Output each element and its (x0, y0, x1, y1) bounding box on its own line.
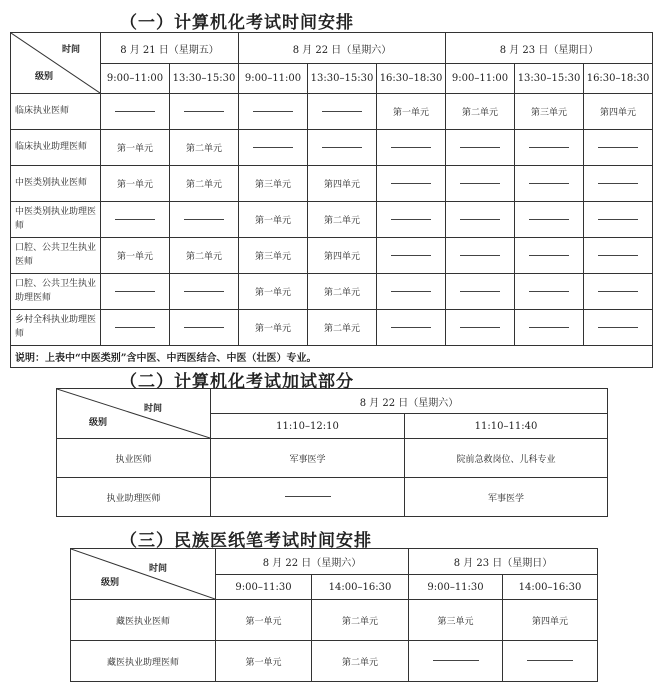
session-cell: 院前急救岗位、儿科专业 (405, 439, 608, 478)
empty-cell (239, 130, 308, 166)
empty-cell (515, 202, 584, 238)
dash-line (529, 183, 569, 184)
session-cell: 第二单元 (170, 166, 239, 202)
session-cell: 第一单元 (216, 641, 312, 682)
dash-line (598, 327, 638, 328)
dash-line (529, 291, 569, 292)
section2-time: 11:10–11:40 (405, 414, 608, 439)
empty-cell (377, 166, 446, 202)
section3-time: 14:00–16:30 (503, 575, 598, 600)
empty-cell (377, 274, 446, 310)
dash-line (598, 291, 638, 292)
empty-cell (377, 130, 446, 166)
dash-line (115, 327, 155, 328)
session-cell: 第三单元 (515, 94, 584, 130)
row-label: 藏医执业助理医师 (71, 641, 216, 682)
table-row (57, 439, 608, 478)
session-cell: 第二单元 (170, 130, 239, 166)
table-row (71, 641, 598, 682)
empty-cell (446, 166, 515, 202)
section3-time: 14:00–16:30 (312, 575, 409, 600)
dash-line (322, 147, 362, 148)
section1-date-2: 8 月 22 日（星期六） (239, 33, 446, 64)
section1-time: 16:30–18:30 (377, 64, 446, 94)
dash-line (115, 111, 155, 112)
table-row (11, 94, 653, 130)
dash-line (433, 660, 479, 661)
row-label: 执业医师 (57, 439, 211, 478)
dash-line (253, 111, 293, 112)
section2-date: 8 月 22 日（星期六） (211, 389, 608, 414)
dash-line (115, 291, 155, 292)
empty-cell (101, 202, 170, 238)
row-label: 乡村全科执业助理医师 (11, 310, 101, 346)
empty-cell (584, 310, 653, 346)
section1-times-row (11, 64, 653, 94)
dash-line (285, 496, 331, 497)
dash-line (391, 219, 431, 220)
dash-line (184, 327, 224, 328)
section3-time: 9:00–11:30 (216, 575, 312, 600)
section1-time: 13:30–15:30 (308, 64, 377, 94)
empty-cell (584, 274, 653, 310)
dash-line (391, 255, 431, 256)
table-row (11, 166, 653, 202)
empty-cell (515, 274, 584, 310)
section1-date-3: 8 月 23 日（星期日） (446, 33, 653, 64)
row-label: 口腔、公共卫生执业助理医师 (11, 274, 101, 310)
dash-line (391, 327, 431, 328)
empty-cell (446, 130, 515, 166)
dash-line (598, 255, 638, 256)
empty-cell (409, 641, 503, 682)
session-cell: 第一单元 (101, 238, 170, 274)
dash-line (460, 147, 500, 148)
dash-line (391, 183, 431, 184)
section1-time: 9:00–11:00 (239, 64, 308, 94)
dash-line (529, 327, 569, 328)
empty-cell (515, 166, 584, 202)
empty-cell (170, 202, 239, 238)
session-cell: 第二单元 (312, 641, 409, 682)
section1-time: 9:00–11:00 (446, 64, 515, 94)
section1-corner-level: 级别 (35, 72, 54, 82)
session-cell: 第二单元 (308, 202, 377, 238)
table-row (11, 130, 653, 166)
session-cell: 第二单元 (312, 600, 409, 641)
session-cell: 第二单元 (170, 238, 239, 274)
session-cell: 第一单元 (377, 94, 446, 130)
session-cell: 第三单元 (239, 238, 308, 274)
section3-corner-cell (71, 549, 216, 600)
session-cell: 第三单元 (409, 600, 503, 641)
section1-note: 说明：上表中“中医类别”含中医、中西医结合、中医（壮医）专业。 (11, 346, 653, 368)
dash-line (460, 219, 500, 220)
session-cell: 第二单元 (446, 94, 515, 130)
empty-cell (308, 130, 377, 166)
dash-line (527, 660, 573, 661)
dash-line (391, 147, 431, 148)
dash-line (391, 291, 431, 292)
dash-line (184, 291, 224, 292)
table-row (71, 600, 598, 641)
session-cell: 军事医学 (405, 478, 608, 517)
table-row (57, 478, 608, 517)
section1-table (10, 32, 653, 368)
empty-cell (446, 202, 515, 238)
section1-time: 13:30–15:30 (170, 64, 239, 94)
table-row (11, 238, 653, 274)
empty-cell (308, 94, 377, 130)
empty-cell (239, 94, 308, 130)
dash-line (460, 327, 500, 328)
dash-line (460, 291, 500, 292)
empty-cell (584, 166, 653, 202)
empty-cell (584, 130, 653, 166)
section2-time: 11:10–12:10 (211, 414, 405, 439)
section1-corner-cell (11, 33, 101, 94)
empty-cell (584, 238, 653, 274)
empty-cell (503, 641, 598, 682)
session-cell: 第二单元 (308, 310, 377, 346)
dash-line (529, 147, 569, 148)
section3-table (70, 548, 598, 682)
section2-title: （二）计算机化考试加试部分 (120, 372, 354, 392)
session-cell: 第一单元 (101, 166, 170, 202)
empty-cell (584, 202, 653, 238)
dash-line (184, 219, 224, 220)
dash-line (529, 219, 569, 220)
empty-cell (101, 310, 170, 346)
section2-table (56, 388, 608, 517)
section3-time: 9:00–11:30 (409, 575, 503, 600)
table-row (11, 202, 653, 238)
dash-line (529, 255, 569, 256)
dash-line (253, 147, 293, 148)
section3-corner-level: 级别 (101, 578, 120, 588)
session-cell: 第四单元 (308, 238, 377, 274)
session-cell: 第四单元 (584, 94, 653, 130)
dash-line (460, 255, 500, 256)
dash-line (460, 183, 500, 184)
row-label: 藏医执业医师 (71, 600, 216, 641)
table-row (11, 310, 653, 346)
dash-line (115, 219, 155, 220)
session-cell: 第一单元 (239, 310, 308, 346)
section1-time: 9:00–11:00 (101, 64, 170, 94)
section3-corner-time: 时间 (148, 564, 167, 574)
session-cell: 第一单元 (239, 274, 308, 310)
section2-corner-cell (57, 389, 211, 439)
session-cell: 第四单元 (308, 166, 377, 202)
empty-cell (377, 202, 446, 238)
empty-cell (211, 478, 405, 517)
table-row (11, 274, 653, 310)
session-cell: 第一单元 (101, 130, 170, 166)
section1-date-1: 8 月 21 日（星期五） (101, 33, 239, 64)
row-label: 执业助理医师 (57, 478, 211, 517)
section3-date-2: 8 月 23 日（星期日） (409, 549, 598, 575)
empty-cell (446, 274, 515, 310)
session-cell: 第一单元 (239, 202, 308, 238)
section1-corner-time: 时间 (61, 45, 80, 55)
row-label: 临床执业医师 (11, 94, 101, 130)
section1-time: 16:30–18:30 (584, 64, 653, 94)
empty-cell (377, 238, 446, 274)
session-cell: 第三单元 (239, 166, 308, 202)
section1-time: 13:30–15:30 (515, 64, 584, 94)
session-cell: 第四单元 (503, 600, 598, 641)
empty-cell (515, 238, 584, 274)
empty-cell (446, 310, 515, 346)
empty-cell (515, 310, 584, 346)
row-label: 临床执业助理医师 (11, 130, 101, 166)
session-cell: 第一单元 (216, 600, 312, 641)
section2-corner-time: 时间 (143, 404, 162, 414)
section3-date-1: 8 月 22 日（星期六） (216, 549, 409, 575)
section1-title: （一）计算机化考试时间安排 (120, 13, 354, 33)
row-label: 中医类别执业医师 (11, 166, 101, 202)
empty-cell (377, 310, 446, 346)
empty-cell (170, 274, 239, 310)
dash-line (598, 183, 638, 184)
empty-cell (170, 94, 239, 130)
empty-cell (515, 130, 584, 166)
empty-cell (101, 274, 170, 310)
section3-title: （三）民族医纸笔考试时间安排 (120, 531, 372, 551)
row-label: 中医类别执业助理医师 (11, 202, 101, 238)
dash-line (598, 219, 638, 220)
empty-cell (170, 310, 239, 346)
dash-line (598, 147, 638, 148)
empty-cell (101, 94, 170, 130)
dash-line (322, 111, 362, 112)
dash-line (184, 111, 224, 112)
row-label: 口腔、公共卫生执业医师 (11, 238, 101, 274)
section2-corner-level: 级别 (89, 418, 108, 428)
session-cell: 第二单元 (308, 274, 377, 310)
empty-cell (446, 238, 515, 274)
session-cell: 军事医学 (211, 439, 405, 478)
